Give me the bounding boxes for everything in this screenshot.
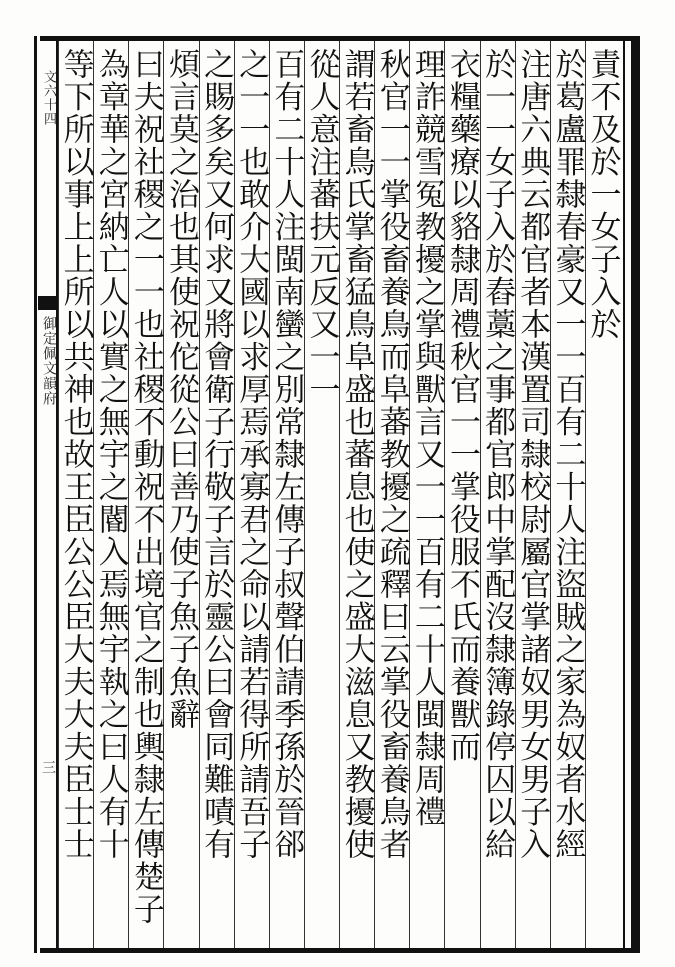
text-column: 衣糧藥療以貉隸周禮秋官一一掌役服不氏而養獸而 bbox=[443, 48, 480, 763]
text-column: 責不及於一女子入於 bbox=[584, 48, 621, 341]
fish-tail-mark bbox=[38, 296, 58, 310]
frame-bottom bbox=[40, 948, 640, 953]
text-column: 從人意注蕃扶元反又一一 bbox=[303, 48, 340, 406]
center-fold bbox=[40, 41, 57, 948]
frame-right-inner bbox=[623, 40, 625, 952]
text-column: 之一一也敢介大國以求厚焉承寡君之命以請若得所請吾子 bbox=[233, 48, 270, 861]
text-column: 等下所以事上上所以共神也故王臣公公臣大夫大夫臣士士 bbox=[57, 48, 94, 861]
text-column: 曰夫祝社稷之一一也社稷不動祝不出境官之制也輿隸左傳楚子 bbox=[127, 48, 164, 926]
text-column: 之賜多矣又何求又將會衛子行敬子言於靈公曰會同難嘖有 bbox=[198, 48, 235, 861]
frame-right bbox=[631, 40, 640, 952]
text-column: 注唐六典云都官者本漢置司隸校尉屬官掌諸奴男女男子入 bbox=[514, 48, 551, 861]
book-title: 御定佩文韻府 bbox=[41, 316, 57, 406]
frame-left bbox=[34, 36, 37, 953]
text-column: 謂若畜鳥氏掌畜猛鳥阜盛也蕃息也使之盛大滋息又教擾使 bbox=[338, 48, 375, 861]
text-column: 秋官一一掌役畜養鳥而阜蕃教擾之疏釋曰云掌役畜養鳥者 bbox=[373, 48, 410, 861]
fold-title: 文六十四 bbox=[41, 70, 56, 126]
text-column: 為章華之宮納亡人以實之無宇之閽入焉無宇執之曰人有十 bbox=[92, 48, 129, 861]
text-column: 煩言莫之治也其使祝佗從公曰善乃使子魚子魚辭 bbox=[162, 48, 199, 731]
text-column: 於一一女子入於舂藁之事都官郎中掌配沒隸簿錄停囚以給 bbox=[479, 48, 516, 861]
text-column: 理詐競雪冤教擾之掌與獸言又一一百有二十人閩隸周禮 bbox=[408, 48, 445, 828]
page-number: 三 bbox=[40, 760, 56, 774]
text-column: 於葛盧罪隸春豪又一一百有二十人注盜賊之家為奴者水經 bbox=[549, 48, 586, 861]
text-column: 百有二十人注閩南蠻之別常隸左傳子叔聲伯請季孫於晉郤 bbox=[268, 48, 305, 861]
